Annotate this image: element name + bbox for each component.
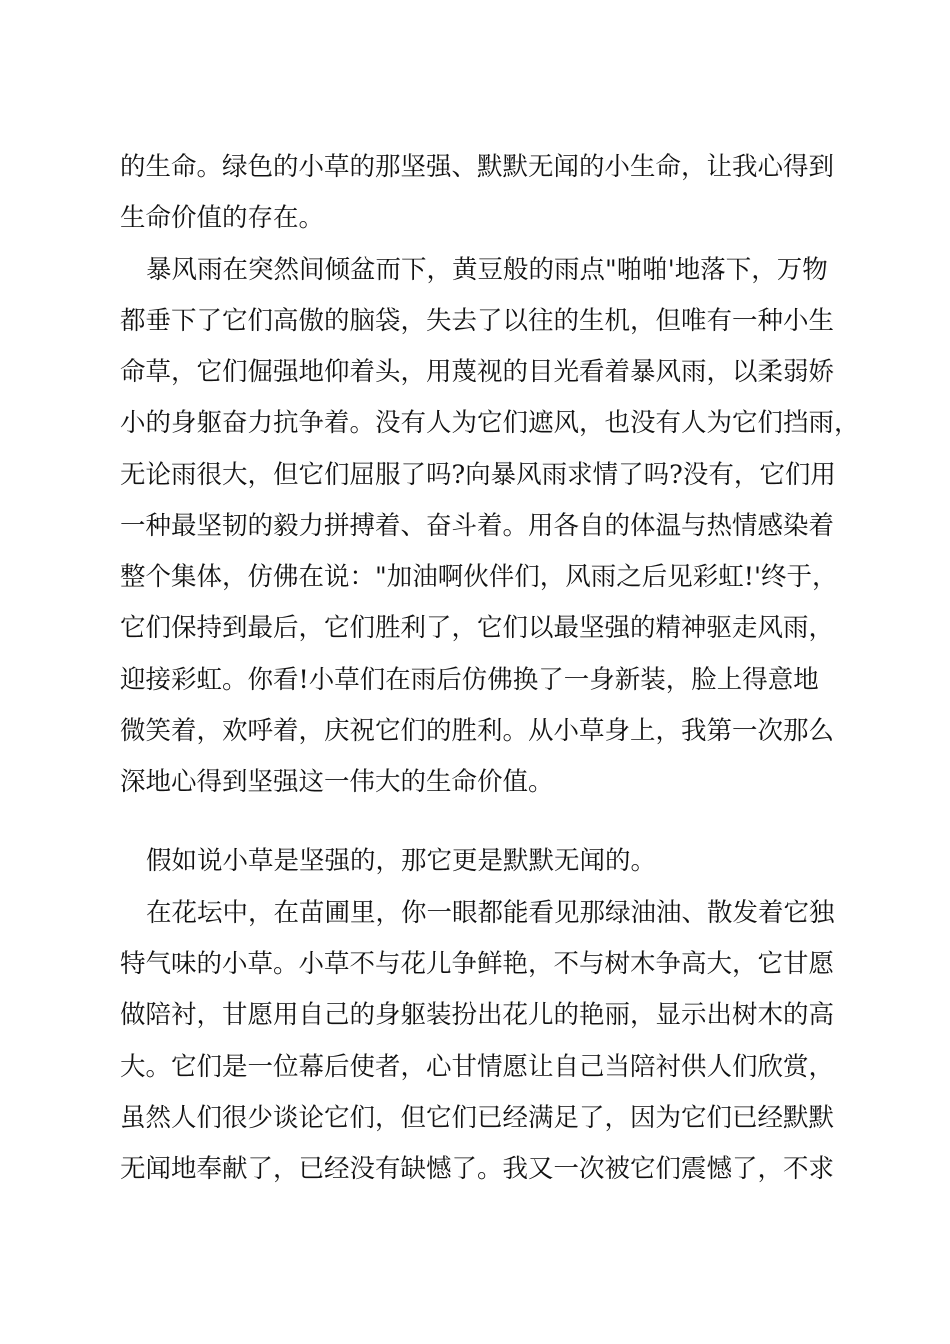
text-line: 虽然人们很少谈论它们，但它们已经满足了，因为它们已经默默 [120, 1103, 835, 1133]
text-line: 生命价值的存在。 [120, 203, 325, 233]
text-line: 微笑着，欢呼着，庆祝它们的胜利。从小草身上，我第一次那么 [120, 716, 835, 746]
text-line: 深地心得到坚强这一伟大的生命价值。 [120, 767, 554, 797]
text-line: 的生命。绿色的小草的那坚强、默默无闻的小生命，让我心得到 [120, 152, 835, 182]
text-line: 命草，它们倔强地仰着头，用蔑视的目光看着暴风雨，以柔弱娇 [120, 357, 835, 387]
text-line: 小的身躯奋力抗争着。没有人为它们遮风，也没有人为它们挡雨， [120, 408, 860, 438]
text-line: 无闻地奉献了，已经没有缺憾了。我又一次被它们震憾了，不求 [120, 1154, 835, 1184]
text-line: 在花坛中，在苗圃里，你一眼都能看见那绿油油、散发着它独 [146, 898, 835, 928]
text-line: 整个集体，仿佛在说："加油啊伙伴们，风雨之后见彩虹!'终于， [120, 562, 838, 592]
text-line: 一种最坚韧的毅力拼搏着、奋斗着。用各自的体温与热情感染着 [120, 511, 835, 541]
text-line: 无论雨很大，但它们屈服了吗?向暴风雨求情了吗?没有，它们用 [120, 460, 836, 490]
text-line: 它们保持到最后，它们胜利了，它们以最坚强的精神驱走风雨， [120, 613, 835, 643]
text-line: 假如说小草是坚强的，那它更是默默无闻的。 [146, 846, 657, 876]
text-line: 迎接彩虹。你看!小草们在雨后仿佛换了一身新装，脸上得意地 [120, 665, 819, 695]
text-line: 暴风雨在突然间倾盆而下，黄豆般的雨点"啪啪'地落下，万物 [146, 255, 828, 285]
text-line: 做陪衬，甘愿用自己的身躯装扮出花儿的艳丽，显示出树木的高 [120, 1000, 835, 1030]
text-line: 都垂下了它们高傲的脑袋，失去了以往的生机，但唯有一种小生 [120, 306, 835, 336]
text-line: 特气味的小草。小草不与花儿争鲜艳，不与树木争高大，它甘愿 [120, 949, 835, 979]
text-line: 大。它们是一位幕后使者，心甘情愿让自己当陪衬供人们欣赏， [120, 1052, 835, 1082]
